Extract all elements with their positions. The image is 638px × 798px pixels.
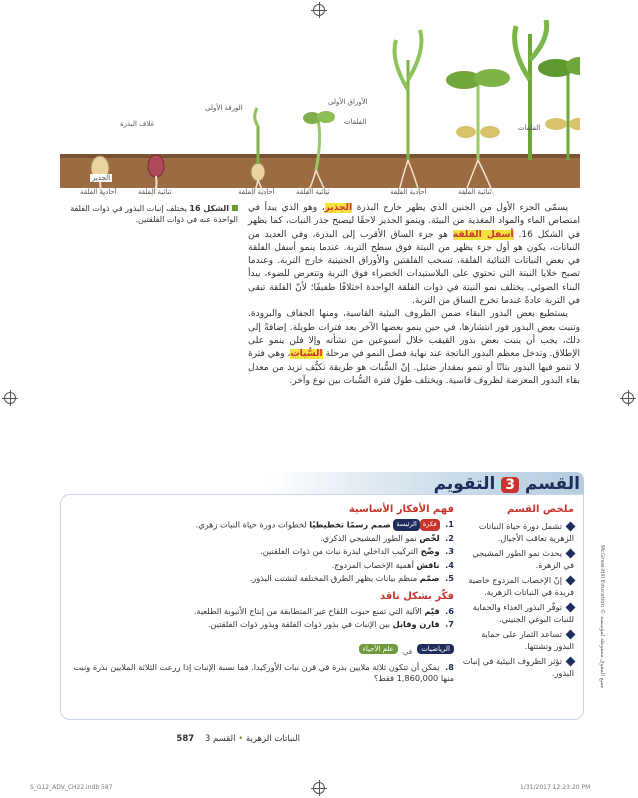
- registration-mark-bottom: [313, 782, 325, 794]
- question-7: [70, 619, 454, 631]
- summary-item: توفّر البذور الغذاء والحماية للنبات البوغي الجنيني.: [472, 602, 574, 624]
- caption-number: الشكل 16: [189, 204, 229, 213]
- question-verb: قارن وقابل: [392, 619, 440, 630]
- bullet-icon: [566, 603, 576, 613]
- question-number: 5.: [445, 573, 454, 584]
- registration-mark-right: [622, 392, 634, 404]
- question-number: 2.: [445, 532, 454, 543]
- label-cotyledons-mid: الفلقات: [344, 118, 367, 126]
- label-monocot-2: أحادية الفلقة: [238, 188, 275, 196]
- review-section-num: 3: [501, 477, 519, 493]
- summary-item: تشمل دورة حياة النباتات الزهرية تعاقب الأجيال.: [478, 521, 574, 543]
- paragraph-2: [248, 308, 580, 388]
- paragraph-1: [248, 202, 580, 308]
- bullet-icon: [566, 630, 576, 640]
- summary-item: تؤثر الظروف البيئية في إنبات البذور.: [462, 656, 574, 678]
- label-dicot-2: ثنائية الفلقة: [296, 188, 330, 196]
- label-seed-coat: غلاف البذرة: [120, 120, 155, 128]
- math-badge: الرياضيات: [417, 644, 454, 654]
- review-section-title: التقويم: [433, 474, 496, 494]
- question-text: بين الإنبات في بذور ذوات الفلقة وبذور ذوات الفلقتين.: [207, 619, 391, 630]
- print-date: 1/31/2017 12:23:20 PM: [520, 784, 591, 791]
- math-badge-in: في: [402, 647, 413, 656]
- summary-item: تساعد الثمار على حماية البذور وتشتتها.: [481, 629, 574, 651]
- germination-illustration: [60, 20, 580, 198]
- critical-thinking-title: فكّر بشكل ناقد: [379, 590, 454, 602]
- question-number: 4.: [445, 559, 454, 570]
- bullet-icon: [566, 576, 576, 586]
- label-first-leaf: الورقة الأولى: [205, 104, 243, 112]
- question-verb: صمم رسمًا تخطيطيًا: [309, 519, 391, 530]
- copyright-side-text: McGraw-Hill Education © جميع الحقوق محفوظة لمؤسسة: [599, 545, 605, 689]
- question-text: منظم بيانات يظهر الطرق المختلفة لتشتت البذور.: [249, 573, 418, 584]
- review-heading: [390, 474, 580, 494]
- caption-square-icon: [232, 205, 238, 211]
- summary-column: [462, 504, 574, 683]
- question-verb: ناقش: [416, 559, 440, 570]
- question-verb: وضّح: [420, 546, 440, 557]
- p2-text-b: ، وهي فترة لا تنمو فيها البذور بتاتًا أو تنمو بمقدار ضئيل. إنّ السُّبات هو طريقة تكيُّف تزيد من معدل بقاء البذور المعرضة لظروف قاسية. ويختلف طول فترة السُّبات بين نوع وآخر.: [248, 349, 580, 386]
- term-hypocotyl: أسفل الفلقة: [452, 229, 514, 240]
- registration-mark-top: [313, 4, 325, 16]
- print-file-name: S_G12_ADV_CH22.indb 587: [30, 784, 113, 791]
- label-monocot-1: أحادية الفلقة: [80, 188, 117, 196]
- label-cotyledons-right: الفلقات: [518, 124, 541, 132]
- question-text: التركيب الداخلي لبذرة نبات من ذوات الفلقتين.: [260, 546, 419, 557]
- label-dicot-1: ثنائية الفلقة: [138, 188, 172, 196]
- term-dormancy: السُّبات: [290, 349, 323, 360]
- label-dicot-3: ثنائية الفلقة: [458, 188, 492, 196]
- main-idea-badge: فكرة: [420, 519, 440, 531]
- bullet-icon: [566, 657, 576, 667]
- math-in-biology-badge: [70, 639, 454, 658]
- footer-section: القسم 3: [204, 734, 236, 744]
- bullet-icon: [566, 549, 576, 559]
- question-3: [70, 546, 454, 558]
- question-2: [70, 533, 454, 545]
- review-section-word: القسم: [524, 474, 580, 494]
- question-text: أهمية الإخصاب المزدوج.: [331, 559, 414, 570]
- question-number: 6.: [445, 605, 454, 616]
- page-number: 587: [176, 734, 195, 744]
- summary-title: ملخص القسم: [506, 504, 574, 515]
- figure-caption: [60, 203, 238, 225]
- term-radicle: الجذير: [324, 203, 353, 213]
- question-text: لخطوات دورة حياة النبات زهري.: [195, 519, 307, 530]
- question-text: نمو الطور المشيجي الذكري.: [320, 532, 417, 543]
- question-1: [70, 519, 454, 531]
- question-4: [70, 560, 454, 572]
- label-monocot-3: أحادية الفلقة: [390, 188, 427, 196]
- question-5: [70, 573, 454, 585]
- page-footer: [60, 734, 300, 744]
- summary-item: يحدث نمو الطور المشيجي في الزهرة.: [472, 548, 574, 570]
- question-number: 1.: [445, 519, 454, 530]
- p1-text-a: يسمّى الجزء الأول من الجنين الذي يظهر خارج البذرة: [356, 203, 568, 213]
- p1-text-b: ، وهو الذي يبدأ في امتصاص الماء والمواد المغذية من البيئة. وينمو الجذير لاحقًا ليصبح جذر النبات، كما يظهر في الشكل 16.: [248, 203, 580, 240]
- main-idea-badge-2: الرئيسة: [393, 519, 419, 531]
- question-text: الآلية التي تمنع حبوب اللقاح غير المتطابقة من إنتاج الأنبوبة الطلعية.: [193, 605, 422, 616]
- p1-text-c: هو جزء الساق الأقرب إلى البذرة، وفي العديد من النباتات، يكون هو أول جزء يظهر من النبتة فوق سطح التربة. عندما ينمو أسفل الفلقة في بعض النباتات الثنائية الفلقة، تسحب الفلقتين والأوراق الجنينية خارج التربة. وعندما تصبح خلايا النبتة التي تحتوي على البلاستيدات الخضراء فوق التربة وتتعرض للضوء، يبدأ البناء الضوئي. يختلف نمو النبتة في ذوات الفلقة الواحدة اختلافًا طفيفًا؛ لأنّ الفلقة تبقى في التربة عادةً عندما تخرج الساق من التربة.: [248, 229, 580, 307]
- question-verb: لخّص: [419, 532, 440, 543]
- p2-text-a: يستطيع بعض البذور البقاء ضمن الظروف البيئية القاسية، ومنها الجفاف والبرودة. وتنبت بعض البذور فور انتشارها، في حين ينمو بعضها الآخر بعد فترات طويلة. إضافةً إلى ذلك، يجب أن ينبت بعض بذور القيقب خلال أسبوعين من نشأته وإلا فلن ينمو على الإطلاق. وتدخل معظم البذور الناتجة عند نهاية فصل النمو في مرحلة: [248, 309, 580, 360]
- registration-mark-left: [4, 392, 16, 404]
- question-verb: صمّم: [419, 573, 440, 584]
- biology-badge: علم الأحياء: [359, 644, 398, 654]
- label-first-leaves: الأوراق الأولى: [328, 98, 368, 106]
- question-6: [70, 606, 454, 618]
- summary-item: إنّ الإخصاب المزدوج خاصية فريدة في النباتات الزهرية.: [468, 575, 574, 597]
- question-number: 8.: [445, 661, 454, 672]
- germination-figure: [60, 20, 580, 198]
- main-ideas-title: فهم الأفكار الأساسية: [348, 504, 454, 515]
- question-number: 7.: [445, 619, 454, 630]
- question-verb: قيّم: [424, 605, 440, 616]
- question-number: 3.: [445, 546, 454, 557]
- caption-text: يختلف إنبات البذور في ذوات الفلقة الواحدة عنه في ذوات الفلقتين.: [70, 204, 238, 224]
- body-text: [248, 202, 580, 388]
- question-8: [70, 662, 454, 685]
- footer-title: النباتات الزهرية: [245, 734, 300, 744]
- footer-separator: •: [238, 734, 244, 744]
- questions-column: [70, 504, 454, 685]
- question-text: يمكن أن تتكون ثلاثة ملايين بذرة في قرن نبات الأوركيدا. فما نسبة الإنبات إذا زرعت الثلاثة الملايين بذرة ونبت منها 1,860,000 فقط؟: [73, 661, 454, 684]
- bullet-icon: [566, 522, 576, 532]
- label-root: الجذير: [92, 174, 111, 182]
